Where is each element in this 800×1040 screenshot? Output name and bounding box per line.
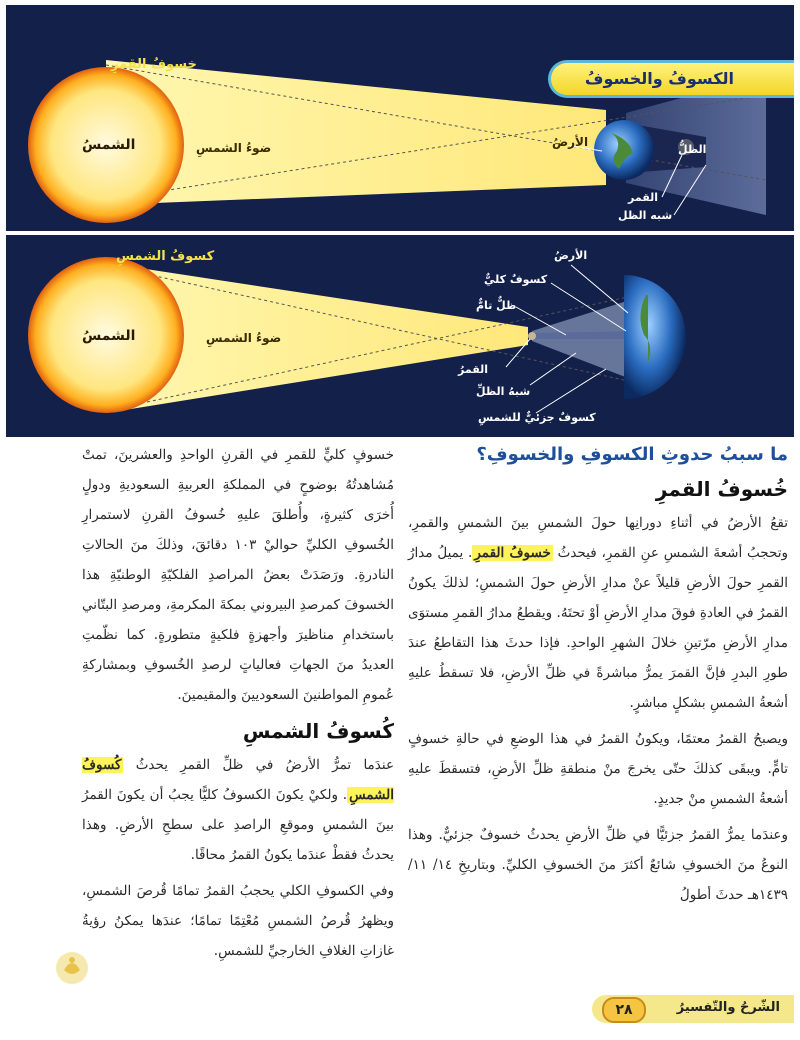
section-banner	[548, 60, 794, 98]
panel-title: كسوفُ الشمسِ	[116, 249, 215, 264]
moon-label: القمر	[628, 191, 659, 204]
umbra-label: الظلُّ	[678, 143, 707, 156]
paragraph	[408, 508, 788, 718]
publisher-logo-icon	[54, 950, 90, 986]
paragraph-text: عندَما تمرُّ الأرضُ في ظلِّ القمرِ يحدثُ	[135, 757, 395, 773]
moon-shape	[528, 332, 536, 340]
key-term-lunar-eclipse: خسوفُ القمرِ	[474, 545, 551, 561]
solar-eclipse-heading: كُسوفُ الشمسِ	[242, 719, 394, 743]
panel-title: خسوفُ القمرِ	[111, 57, 197, 72]
earth-label: الأرضُ	[552, 135, 589, 149]
left-text-column	[82, 440, 394, 980]
right-text-column	[408, 440, 788, 1010]
paragraph	[82, 750, 394, 870]
lunar-eclipse-diagram	[6, 5, 794, 231]
earth-label: الأرضُ	[554, 249, 588, 262]
key-term-solar-eclipse: كُسوفُ الشمسِ	[82, 757, 394, 803]
footer-bar	[592, 995, 794, 1023]
moon-label: القمرُ	[458, 363, 489, 376]
section-label: الشّرحُ والتّفسيرُ	[676, 1000, 780, 1015]
paragraph-text: . ولكيْ يكونَ الكسوفُ كليًّا يجبُ أن يكونَ القمرُ بينَ الشمسِ وموقعِ الراصدِ على سطحِ الأرضِ. وهذا يحدثُ فقطْ عندَما يكونُ القمرُ محاقًا.	[82, 787, 394, 863]
solar-eclipse-diagram	[6, 235, 794, 437]
total-eclipse-label: كسوفٌ كليٌّ	[484, 273, 548, 286]
paragraph-text: تقعُ الأرضُ في أثناءِ دورانِها حولَ الشمسِ بينَ الشمسِ والقمرِ، وتحجبُ أشعةَ الشمسِ عنِ القمرِ، فيحدثُ	[408, 515, 788, 561]
paragraph: خسوفٍ كليٍّ للقمرِ في القرنِ الواحدِ والعشرينَ، تمتْ مُشاهدتُهُ بوضوحٍ في المملكةِ العربيةِ السعوديةِ ودولٍ أُخرَى كثيرةٍ، وأُطلقَ عليهِ خُسوفُ القرنِ لاستمرارِ الخُسوفِ الكليِّ حواليْ ١٠٣ دقائقَ، وذلكَ منَ الحالاتِ النادرةِ. ورَصَدَتْ بعضُ المراصدِ الفلكيّةِ الوطنيّةِ هذا الخسوفَ كمرصدِ البيروني بمكةَ المكرمةِ، ومرصدِ البتّاني باستخدامِ مناظيرَ وأجهزةٍ فلكيةٍ متطورةٍ. كما نظّمتِ العديدُ منَ الجهاتِ فعالياتٍ لرصدِ الخُسوفِ وبمشاركةِ عُمومِ المواطنينَ السعوديينَ والمقيمينَ.	[82, 447, 394, 703]
paragraph: وعندَما يمرُّ القمرُ جزئيًّا في ظلِّ الأرضِ يحدثُ خسوفٌ جزئيٌّ. وهذا النوعُ منَ الخسوفِ شائعٌ أكثرَ منَ الخسوفِ الكليِّ. وبتاريخِ ١٤/ ١١/ ١٤٣٩هـ حدثَ أطولُ	[408, 827, 789, 903]
paragraph: ويصبحُ القمرُ معتمًا، ويكونُ القمرُ في هذا الوضعِ في حالةِ خسوفٍ تامٍّ. ويبقَى كذلكَ حتّى يخرجَ منْ منطقةِ ظلِّ الأرضِ، فتسقطَ عليهِ أشعةُ الشمسِ منْ جديدٍ.	[408, 731, 788, 807]
penumbra-label: شبه الظل	[618, 209, 673, 222]
partial-eclipse-label: كسوفٌ جزئيٌّ للشمسِ	[478, 411, 596, 424]
sunlight-label: ضوءُ الشمسِ	[196, 141, 272, 155]
paragraph-text: . يميلُ مدارُ القمرِ حولَ الأرضِ قليلاً عنْ مدارِ الأرضِ حولَ الشمسِ؛ لذلكَ يكونُ القمرُ في العادةِ فوقَ مدارِ الأرضِ أوْ تحتَهُ. ويقطعُ مدارُ القمرِ مستوَى مدارِ الأرضِ مرّتينِ خلالَ الشهرِ الواحدِ. فإذا حدثَ هذا التقاطعُ عندَ طورِ البدرِ فإنَّ القمرَ يمرُّ مباشرةً في ظلِّ الأرضِ، فلا تسقطُ عليهِ أشعةُ الشمسِ بشكلٍ مباشرٍ.	[408, 545, 788, 711]
banner-title: الكسوفُ والخسوفُ	[584, 69, 734, 88]
sun-label: الشمسُ	[82, 328, 136, 344]
question-heading: ما سببُ حدوثِ الكسوفِ والخسوفِ؟	[476, 444, 788, 465]
umbra-label: ظلٌّ تامٌّ	[476, 299, 517, 312]
page-number: ٢٨	[602, 997, 646, 1023]
penumbra-label: شبهُ الظلِّ	[476, 385, 531, 398]
paragraph: وفي الكسوفِ الكلي يحجبُ القمرُ تمامًا قُرصَ الشمسِ، ويظهرُ قُرصُ الشمسِ مُعْتِمًا تمامًا؛ عندَها يمكنُ رؤيةُ غازاتِ الغلافِ الخارجيِّ للشمسِ.	[82, 883, 394, 959]
lunar-eclipse-illustration	[6, 5, 794, 231]
sun-label: الشمسُ	[82, 137, 136, 153]
lunar-eclipse-heading: خُسوفُ القمرِ	[655, 477, 788, 501]
sunlight-label: ضوءُ الشمسِ	[206, 331, 282, 345]
